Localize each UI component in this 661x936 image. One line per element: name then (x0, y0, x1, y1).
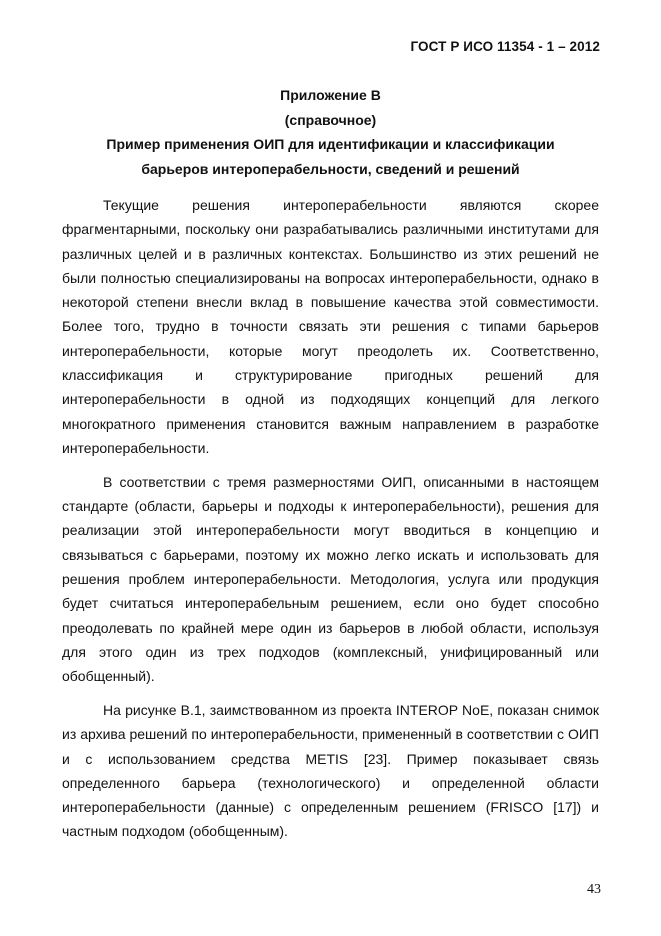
paragraph: Текущие решения интероперабельности являются скорее фрагментарными, поскольку они разрабатывались различными институтами для различных целей и в различных контекстах. Большинство из этих решений не были полностью специализированы на вопросах интероперабельности, однако в некоторой степени внесли вклад в повышение качества этой совместимости. Более того, трудно в точности связать эти решения с типами барьеров интероперабельности, которые могут преодолеть их. Соответственно, классификация и структурирование пригодных решений для интероперабельности в одной из подходящих концепций для легкого многократного применения становится важным направлением в разработке интероперабельности. (62, 197, 599, 456)
appendix-title: Приложение В (280, 87, 381, 103)
standard-number: ГОСТ Р ИСО 11354 - 1 – 2012 (410, 39, 600, 54)
page-number: 43 (587, 882, 601, 897)
appendix-heading-line-2: барьеров интероперабельности, сведений и решений (141, 160, 520, 177)
body-text (62, 193, 599, 844)
paragraph: На рисунке В.1, заимствованном из проекта INTEROP NoE, показан снимок из архива решений по интероперабельности, примененный в соответствии с ОИП и с использованием средства METIS [23]. Пример показывает связь определенного барьера (технологического) и определенной области интероперабельности (данные) с определенным решением (FRISCO [17]) и частным подходом (обобщенным). (62, 701, 599, 840)
appendix-heading (0, 83, 661, 181)
appendix-heading-line-1: Пример применения ОИП для идентификации и классификации (106, 136, 555, 152)
appendix-subtitle: (справочное) (284, 111, 377, 128)
paragraph: В соответствии с тремя размерностями ОИП, описанными в настоящем стандарте (области, барьеры и подходы к интероперабельности), решения для реализации этой интероперабельности могут вводиться в концепцию и связываться с барьерами, поэтому их можно легко искать и использовать для решения проблем интероперабельности. Методология, услуга или продукция будет считаться интероперабельным решением, если оно будет способно преодолевать по крайней мере один из барьеров в любой области, используя для этого один из трех подходов (комплексный, унифицированный или обобщенный). (62, 473, 599, 685)
